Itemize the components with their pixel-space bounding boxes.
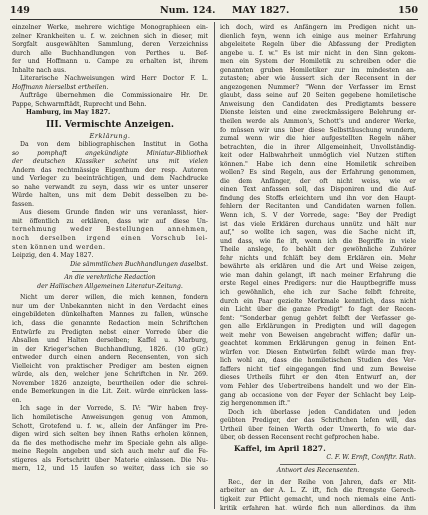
text-line: Aus diesem Grunde finden wir uns veranlasst, hier- [20,209,208,217]
text-line: zelner Krankheiten u. f. w. zeichnen sich in dieser, mit [12,32,208,40]
text-line: angebe u. f. w." Es ist mir nicht in den Sinn gekom- [220,49,416,57]
letter-signature: C. F. W. Ernft, Confiftr. Rath. [326,453,416,461]
page-header [10,5,418,19]
text-line: keit oder Halbwahrheit unmöglich viel Nutzen stiften [220,152,416,160]
text-line: fer und Hoffmann u. Campe zu erhalten ist, ihrem [12,58,208,66]
text-line: findung des Stoffs erleichtern und ihn vor den Haupt- [220,194,416,202]
text-line: Entwürfe zu Predigten nebst einer Vorrede über die [12,328,208,336]
text-line: fent: "Sonderbar genug gehört felbft der Verfasser ge- [220,314,416,322]
text-line: eingebildeten dünkelhaften Mannes zu fallen, wünsche [12,311,208,319]
page-number-right: 150 [398,5,418,16]
text-line: würfen vor. Diesen Entwürfen felbft würde man frey- [220,348,416,356]
text-line: auf," so wollte ich sagen, was die Sache nicht ift, [220,229,416,237]
text-line: Rec., der in der Reihe von Jahren, dafs er Mit- [228,478,416,486]
answer-heading: Antwort des Recensenten. [276,467,360,475]
text-line: theilen werde als Ammon's, Schott's und anderer Werke, [220,118,416,126]
text-line: einzelner Werke, mehrere wichtige Monographieen ein- [12,24,208,31]
text-line: vom Fehler des Uebertreibens handelt und wo der Ein- [220,382,416,390]
left-column [12,24,208,510]
text-line: en. [12,396,22,404]
text-line: ende Bemerkungen in die Lit. Zeit. würde einrücken lass- [12,388,208,396]
text-line: ich, dass die genannte Redaction mein Schriftchen [12,319,208,327]
address-line: An die verehrliche Redaction [64,274,156,282]
text-line: genannten gruben Homiletiker zur im mindesten an- [220,66,416,74]
issue-month: MAY 1827. [232,5,290,16]
text-line: Nicht um derer willen, die mich kennen, fondern [20,294,208,302]
text-line: können." Habe ich denn eine Homiletik schreiben [220,160,416,168]
address-line: der Hallischen Allgemeinen Literatur-Zeitung. [37,282,183,290]
text-line: Pappe, Schwarmftädt, Ruprecht und Behn. [12,100,147,108]
text-line: Absallen und Halten derselben; Kaffel u. Marburg, [12,337,208,345]
text-line: fassen. [12,200,34,208]
text-line: so pomphaft angekündigte Miniatur-Bibliothek [12,149,208,157]
text-line: erste Regel eines Predigers: nur die Hauptbegriffe muss [220,280,416,288]
answer-body [220,479,416,510]
separator-rule [12,269,208,274]
letter-body [12,294,208,473]
text-line: da fie des methodische mehr im Speciale gehn als allge- [12,439,208,447]
text-line: nur um der Unbekannten nicht in den Verdacht eines [12,302,208,310]
issue-number: Num. 124. [160,5,216,16]
text-line: ist das viele Erklären durchaus unnütz und hält nur [220,220,416,228]
text-line: Wenn ich, S. V der Vorrede, sage: "Bey der Predigt [220,212,416,220]
text-line: lich wohl an, dass die homiletischen Studien des Ver- [220,357,416,365]
text-line: ein Licht über die ganze Predigt" fo fagt der Recen- [220,306,416,314]
text-line: Sorgfalt ausgewählten Sammlung, deren Verzeichniss [12,41,208,49]
text-line: Hoffmann hierselbst ertheilen. [12,83,109,91]
text-line: noch derselben irgend einen Vorschub lei- [12,235,208,243]
text-line: Anweisung den Candidaten des Predigtamts bessere [220,100,416,108]
text-line: kritik erfahren hat, würde fich nun allerdings, da ihm [220,504,416,510]
text-line: meine Regeln angeben und sich auch mehr auf die Fe- [12,448,208,456]
text-line: dienlich feyn, wenn ich einige aus meiner Erfahrung [220,32,416,40]
text-line: Ich sage in der Vorrede, S. IV: "Wir haben frey- [20,405,208,413]
text-line: Literarische Nachweisungen wird Herr Doctor F. L. [20,75,208,83]
text-line: und dass, wie fie ift, wenn ich die Begriffe in viele [220,237,416,245]
text-line: faffers nicht tief eingegangen find und zum Beweise [220,365,416,373]
text-line: zumal wenn wir die hier aufgestellten Regeln näher [220,135,416,143]
text-line: Da von dem bibliographischen Institut in Gotha [20,141,208,149]
text-line: in der Krieger'schen Buchhandlung, 1826. (10 gGr.) [12,345,208,353]
declaration-signature: Die sämmtlichen Buchhandlungen daselbst. [70,260,208,268]
text-line: die dem Anfänger, der oft nicht weiss, wie er [220,177,416,185]
text-line: men ein System der Homiletik zu schreiben oder die [220,58,416,66]
declaration-date: Leipzig, den 4. May 1827. [12,252,94,260]
text-line: zutasten; aber wie äussert sich der Recensent in der [220,75,416,83]
text-line: Würde halten, uns mit dem Debit desselben zu be- [12,192,208,200]
text-line: arbeiter an der A. L. Z. ift, fich die ftrengste Gerech- [220,487,416,495]
page-number-left: 149 [10,5,30,16]
column-divider [214,22,215,509]
right-column [220,24,416,510]
book-notice-tail [12,24,208,75]
text-line: wollen? Es sind Regeln, aus der Erfahrung genommen, [220,169,416,177]
text-line: ternehmung weder Bestellungen annehmen, [12,226,208,234]
text-line: würde, als den, welcher jene Schriftchen in Nr. 269. [12,371,208,379]
dateline: Kaffel, im April 1827. [234,443,326,453]
text-line: Aufträge übernehmen die Commissionaire Hr. Dr. [20,92,208,100]
text-line: entweder durch einen andern Recensenten, von sich [12,354,208,362]
text-line: zig hergenommen ift." [220,400,291,408]
text-line: abgeleitete Regeln über die Abfassung der Predigten [220,41,416,49]
text-line: Theile anslege, fo behält der gewöhnliche Zuhörer [220,246,416,254]
text-line: Inhalte nach aus. [12,66,67,74]
text-line: weit mehr von Beweisen angebracht wiffen; dafür un- [220,331,416,339]
text-line: Doch ich überlasse jeden Candidaten und jeden [228,408,416,416]
text-line: geübten Prediger, der das Schriftchen lefen will, das [220,417,416,425]
text-line: so nahe verwandt zu seyn, dass wir es unter unserer [12,183,208,191]
text-line: angezogenen Nummer? "Wenn der Verfasser im Ernst [220,83,416,91]
text-line: fehlern der Recitanten und Candidaten warnen follen. [220,203,416,211]
text-line: glaubt, dass seine auf 20 Seiten gegebene homiletische [220,92,416,100]
text-line: mit öffentlich zu erklären, dass wir auf diese Un- [12,217,208,225]
text-line: durch alle Buchhandlungen von Perthes u. Bef- [12,49,208,57]
text-line: ich doch, wird es Anfängern im Predigen nicht un- [220,24,416,31]
text-line: Vielleicht von praktischer Prediger am besten eignen [12,362,208,370]
text-line: geachtet kommen Erklärungen genug in feinen Ent- [220,340,416,348]
separator-rule [220,462,416,467]
text-line: stigeres als Fortschritt über Materie einlassen. Die Nu- [12,456,208,464]
header-rule [10,19,418,20]
text-line: einen Text anfassen soll, das Disponiren und die Auf- [220,186,416,194]
text-line: Schott, Grotefend u. f. w., allein der Anfänger im Pre- [12,422,208,430]
text-line: über, ob dessen Recensent recht gefprochen habe. [220,434,380,442]
text-line: und Verleger zu beeinträchtigen, und dem Nachdrucke [12,175,208,183]
section-heading: III. Vermischte Anzeigen. [45,120,175,131]
text-line: fo müssen wir uns über diese Selbsttäuschung wundern, [220,126,416,134]
text-line: digen wird sich selten bey ihnen Raths erholen können, [12,431,208,439]
text-line: bewährte als erklären und die Art und Weise zeigen, [220,263,416,271]
text-line: mern, 12, und 15 laufen so weiter, dass ich sie so [12,465,208,473]
letter-continuation [220,24,416,443]
text-line: der deutschen Klassiker scheint uns mit vielen [12,158,208,166]
commission-notice [12,75,208,109]
text-line: Dienste leisten und eine zweckmässigere Belehrung er- [220,109,416,117]
text-line: fehr nichts und fchläft bey dem Erklären ein. Mehr [220,254,416,262]
text-line: durch ein Paar gezielte Merkmale kenntlich, dass nicht [220,297,416,305]
text-line: ich gewöhnlich, ehe ich zur Sache felbft fchreite, [220,288,416,296]
text-line: November 1826 anzeigte, beurtheilen oder die schrei- [12,379,208,387]
section-subheading: Erklärung. [89,132,131,141]
text-line: gen alle Erklärungen in Predigten und will dagegen [220,323,416,331]
declaration-body [12,141,208,252]
text-line: tigkeit zur Pflicht gemacht, und noch niemals eine Anti- [220,495,416,503]
text-line: lich homiletische Anweisungen genug von Ammon, [12,413,208,421]
text-line: dieses Urtheils führt er den 4ten Entwurf an, der [220,374,416,382]
text-line: gang ab occasione von der Feyer der Schlacht bey Leip- [220,391,416,399]
text-line: wie man dahin gelangt, ift nach meiner Erfahrung die [220,271,416,279]
text-line: Andern das rechtmässige Eigenthum der resp. Autoren [12,166,208,174]
text-line: betrachten, die in ihrer Allgemeinheit, Unvollständig- [220,143,416,151]
text-line: Urtheil über feinen Werth oder Unwerth, fo wie dar- [220,425,416,433]
dateline: Hamburg, im May 1827. [26,109,111,117]
text-line: sten können und werden. [12,243,106,251]
